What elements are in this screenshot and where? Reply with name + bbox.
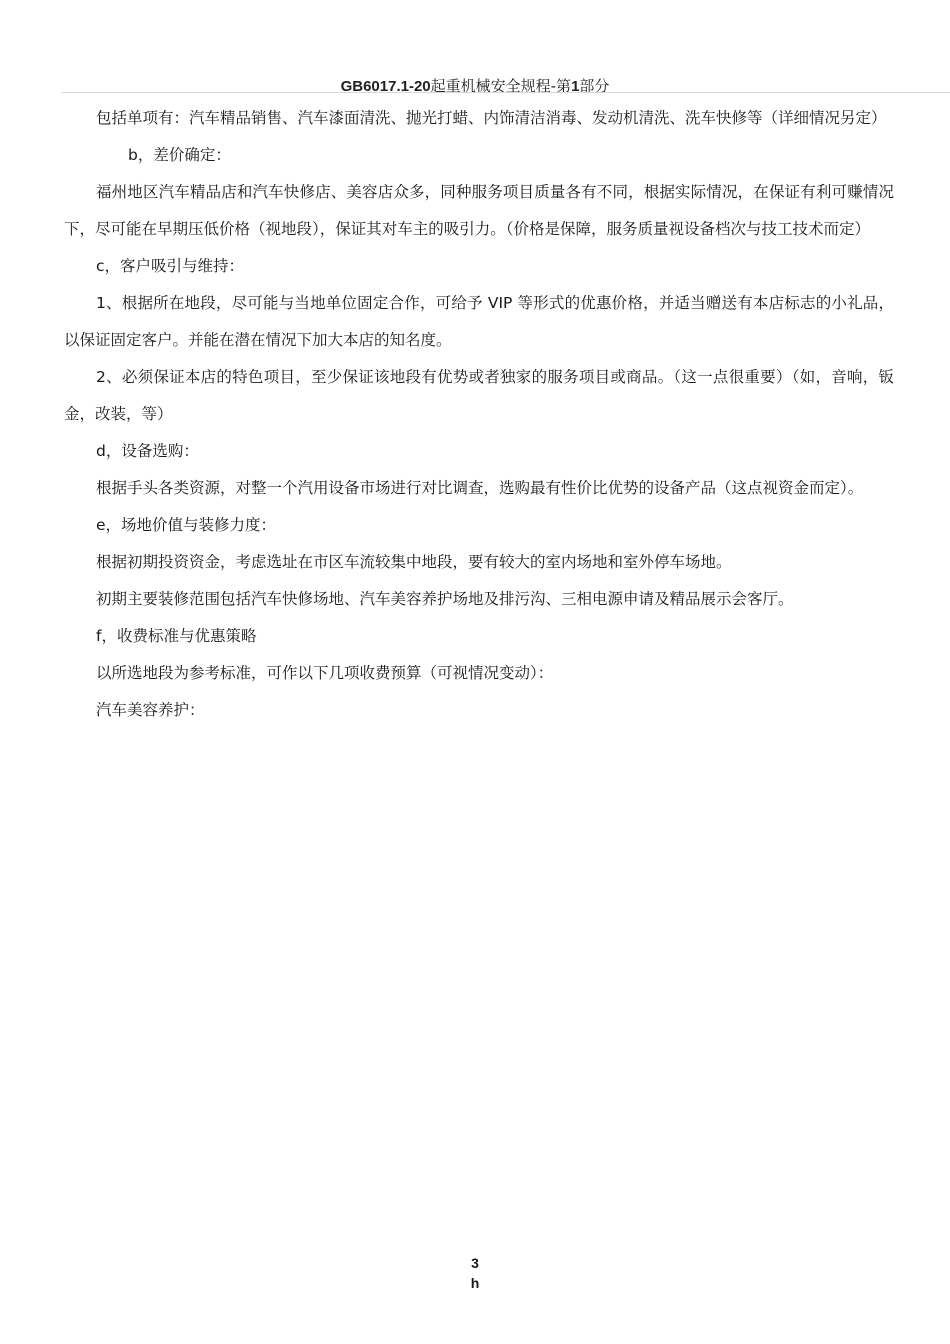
header-divider <box>62 92 950 93</box>
header-code: GB6017.1-20 <box>340 78 431 95</box>
paragraph-pricing: 福州地区汽车精品店和汽车快修店、美容店众多，同种服务项目质量各有不同，根据实际情况，在保证有利可赚情况下，尽可能在早期压低价格（视地段），保证其对车主的吸引力。（价格是保障，服务质量视设备档次与技工技术而定） <box>64 183 894 238</box>
document-body <box>64 100 894 729</box>
paragraph-fees: 以所选地段为参考标准，可作以下几项收费预算（可视情况变动）： <box>96 664 554 682</box>
paragraph-site: 根据初期投资资金，考虑选址在市区车流较集中地段，要有较大的室内场地和室外停车场地。 <box>96 553 732 571</box>
header-title-end: 部分 <box>579 77 610 95</box>
section-heading-f: f，收费标准与优惠策略 <box>96 627 257 645</box>
paragraph-renovation: 初期主要装修范围包括汽车快修场地、汽车美容养护场地及排污沟、三相电源申请及精品展示会客厅。 <box>96 590 794 608</box>
section-heading-c: c，客户吸引与维持： <box>96 257 245 275</box>
page-footer <box>0 1253 950 1293</box>
paragraph-customer-2: 2、必须保证本店的特色项目，至少保证该地段有优势或者独家的服务项目或商品。（这一点很重要）（如，音响，钣金，改装，等） <box>64 368 894 423</box>
section-heading-b: b，差价确定： <box>128 146 231 164</box>
section-heading-e: e，场地价值与装修力度： <box>96 516 277 534</box>
paragraph-customer-1: 1、根据所在地段，尽可能与当地单位固定合作，可给予 VIP 等形式的优惠价格，并适当赠送有本店标志的小礼品，以保证固定客户。并能在潜在情况下加大本店的知名度。 <box>64 294 894 349</box>
header-title: 起重机械安全规程-第 <box>430 77 572 95</box>
paragraph-services: 包括单项有：汽车精品销售、汽车漆面清洗、抛光打蜡、内饰清洁消毒、发动机清洗、洗车快修等（详细情况另定） <box>96 109 887 127</box>
page-number: 3 <box>471 1255 479 1271</box>
paragraph-beauty-care: 汽车美容养护： <box>96 701 205 719</box>
header-part-number: 1 <box>571 78 580 95</box>
page-header <box>0 76 950 97</box>
section-heading-d: d，设备选购： <box>96 442 199 460</box>
paragraph-equipment: 根据手头各类资源，对整一个汽用设备市场进行对比调查，选购最有性价比优势的设备产品（这点视资金而定）。 <box>96 479 864 497</box>
page-number-suffix: h <box>470 1275 480 1291</box>
